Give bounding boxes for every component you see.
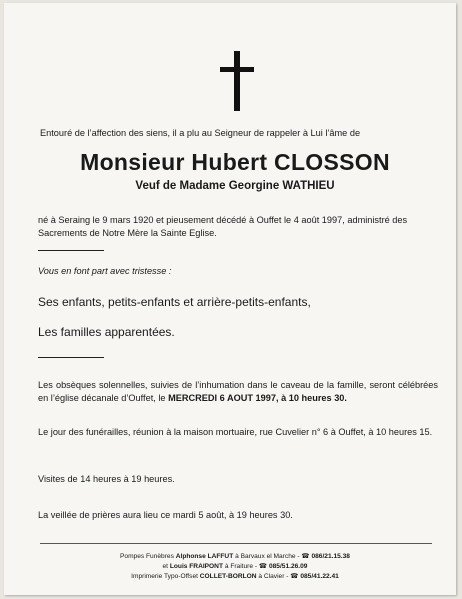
family-line-2: Les familles apparentées.	[38, 325, 175, 339]
footer-divider	[40, 543, 432, 544]
intro-text: Entouré de l’affection des siens, il a plu au Seigneur de rappeler à Lui l’âme de	[40, 128, 361, 138]
widower-line: Veuf de Madame Georgine WATHIEU	[135, 180, 335, 192]
visits-text: Visites de 14 heures à 19 heures.	[38, 474, 175, 484]
divider	[38, 357, 104, 358]
vigil-text: La veillée de prières aura lieu ce mardi 5 août, à 19 heures 30.	[38, 510, 293, 520]
announce-text: Vous en font part avec tristesse :	[38, 266, 172, 276]
funeral-date: MERCREDI 6 AOUT 1997, à 10 heures 30.	[168, 393, 347, 403]
divider	[38, 250, 104, 251]
meeting-text: Le jour des funérailles, réunion à la maison mortuaire, rue Cuvelier n° 6 à Ouffet, à 10 heures 15.	[38, 427, 433, 437]
cross-icon	[220, 51, 254, 111]
funeral-text-body: Les obsèques solennelles, suivies de l’inhumation dans le caveau de la famille, seront célébrées en l’église décanale d’Ouffet, le	[38, 380, 438, 403]
footer-line-2: et Louis FRAIPONT à Fraiture - ☎ 085/51.26.09	[162, 563, 308, 570]
funeral-text	[38, 379, 438, 405]
footer-line-1: Pompes Funèbres Alphonse LAFFUT à Barvaux el Marche - ☎ 086/21.15.38	[120, 553, 350, 560]
birth-death-text: né à Seraing le 9 mars 1920 et pieusement décédé à Ouffet le 4 août 1997, administré des Sacrements de Notre Mère la Sainte Eglise.	[38, 215, 408, 238]
family-line-1: Ses enfants, petits-enfants et arrière-petits-enfants,	[38, 295, 311, 309]
deceased-name: Monsieur Hubert CLOSSON	[80, 149, 390, 175]
footer-line-3: Imprimerie Typo-Offset COLLET-BORLON à Clavier - ☎ 085/41.22.41	[131, 573, 339, 580]
phone-icon: ☎	[258, 563, 268, 570]
phone-icon: ☎	[301, 553, 310, 560]
phone-icon: ☎	[290, 573, 299, 580]
obituary-card	[4, 3, 456, 595]
